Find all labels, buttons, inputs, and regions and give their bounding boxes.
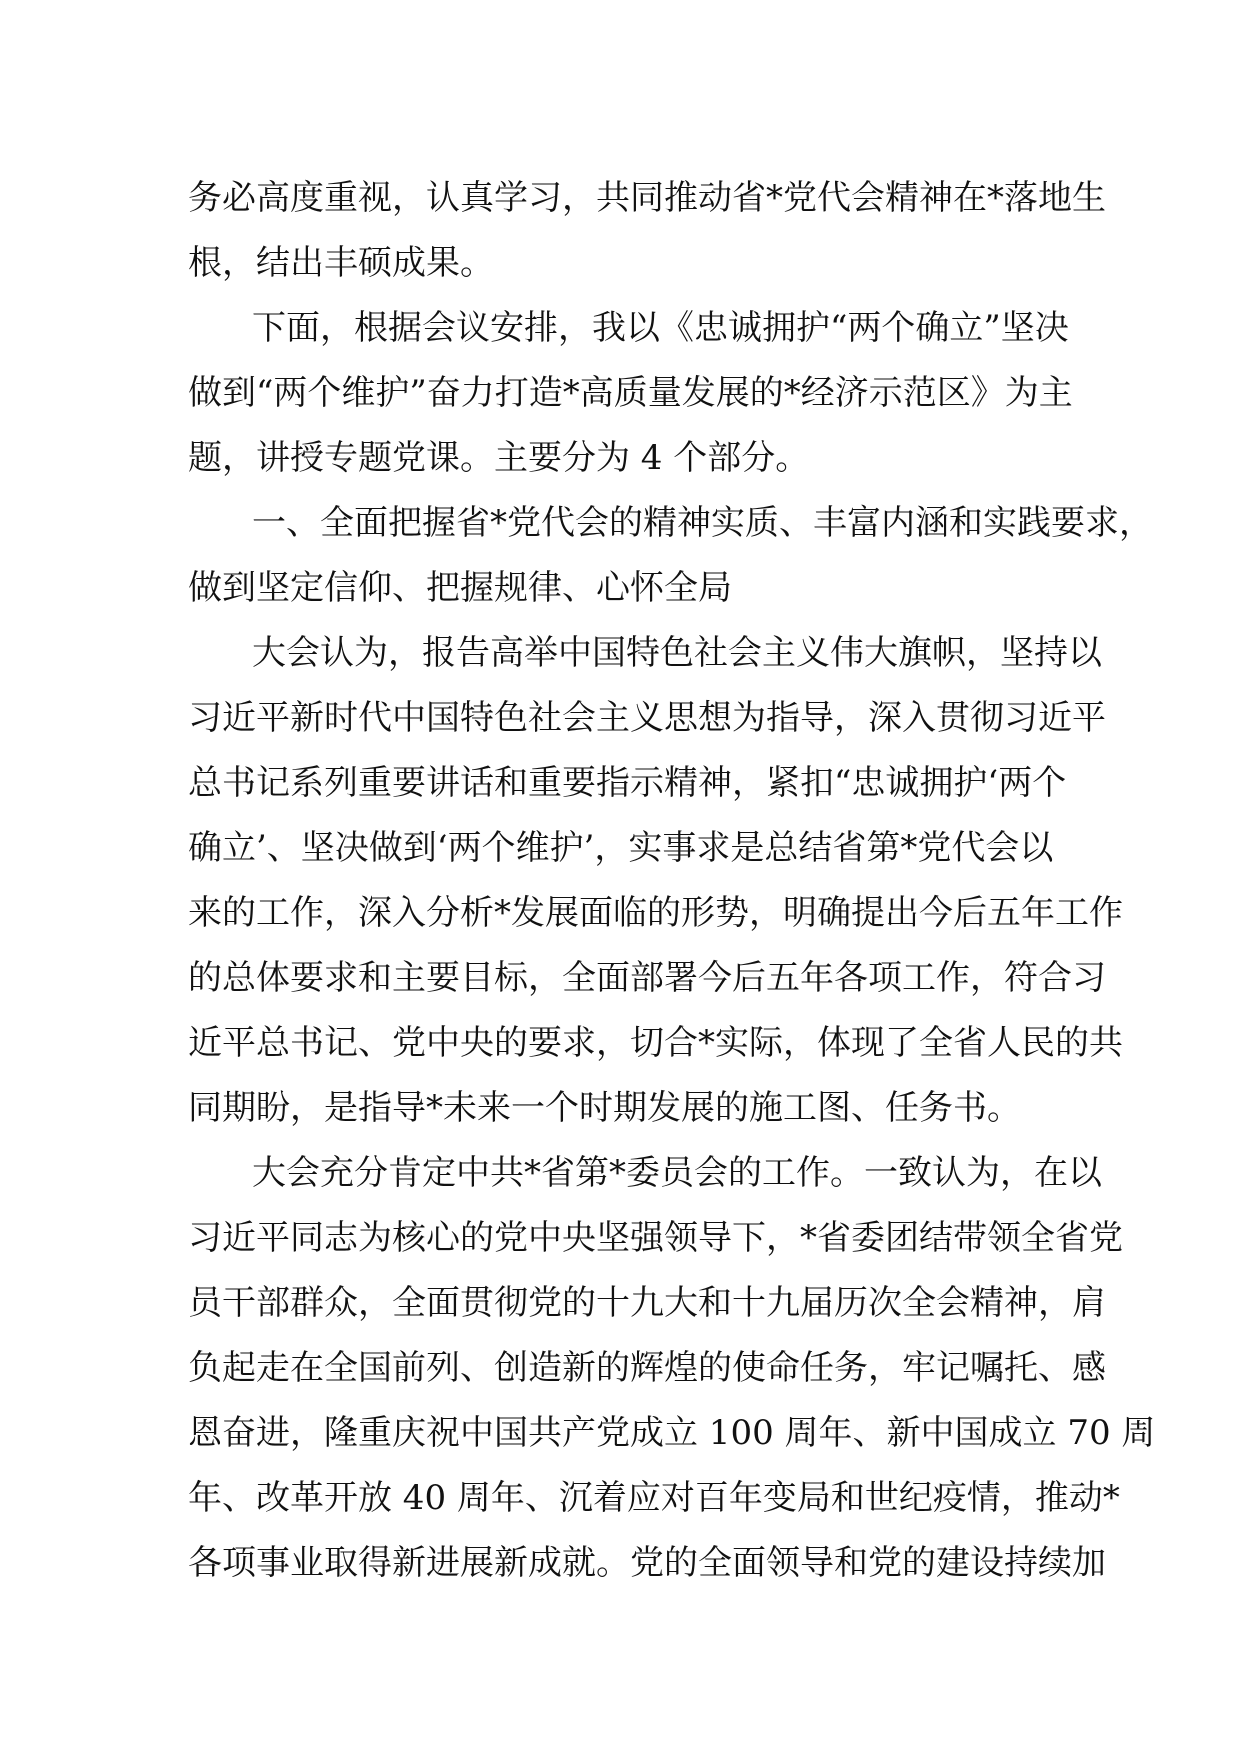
text-line: 来的工作，深入分析*发展面临的形势，明确提出今后五年工作 bbox=[188, 893, 1123, 933]
text-line: 同期盼，是指导*未来一个时期发展的施工图、任务书。 bbox=[188, 1088, 1021, 1128]
text-line: 年、改革开放 40 周年、沉着应对百年变局和世纪疫情，推动* bbox=[188, 1478, 1120, 1518]
text-line: 确立’、坚决做到‘两个维护’，实事求是总结省第*党代会以 bbox=[188, 828, 1054, 868]
text-line: 负起走在全国前列、创造新的辉煌的使命任务，牢记嘱托、感 bbox=[188, 1348, 1106, 1388]
document-body bbox=[188, 166, 1156, 1596]
text-line: 恩奋进，隆重庆祝中国共产党成立 100 周年、新中国成立 70 周 bbox=[188, 1413, 1156, 1453]
text-line: 近平总书记、党中央的要求，切合*实际，体现了全省人民的共 bbox=[188, 1023, 1123, 1063]
paragraph-first-line: 大会充分肯定中共*省第*委员会的工作。一致认为，在以 bbox=[252, 1153, 1102, 1193]
text-line: 务必高度重视，认真学习，共同推动省*党代会精神在*落地生 bbox=[188, 178, 1106, 218]
paragraph-first-line: 下面，根据会议安排，我以《忠诚拥护“两个确立”坚决 bbox=[252, 308, 1069, 348]
text-line: 根，结出丰硕成果。 bbox=[188, 243, 494, 283]
paragraph-first-line: 大会认为，报告高举中国特色社会主义伟大旗帜，坚持以 bbox=[252, 633, 1102, 673]
text-line: 总书记系列重要讲话和重要指示精神，紧扣“忠诚拥护‘两个 bbox=[188, 763, 1067, 803]
text-line: 员干部群众，全面贯彻党的十九大和十九届历次全会精神，肩 bbox=[188, 1283, 1106, 1323]
text-line: 各项事业取得新进展新成就。党的全面领导和党的建设持续加 bbox=[188, 1543, 1106, 1583]
text-line: 做到“两个维护”奋力打造*高质量发展的*经济示范区》为主 bbox=[188, 373, 1073, 413]
section-heading-line: 一、全面把握省*党代会的精神实质、丰富内涵和实践要求， bbox=[252, 503, 1153, 543]
section-heading-line: 做到坚定信仰、把握规律、心怀全局 bbox=[188, 568, 732, 608]
text-line: 习近平同志为核心的党中央坚强领导下，*省委团结带领全省党 bbox=[188, 1218, 1123, 1258]
text-line: 题，讲授专题党课。主要分为 4 个部分。 bbox=[188, 438, 810, 478]
text-line: 习近平新时代中国特色社会主义思想为指导，深入贯彻习近平 bbox=[188, 698, 1106, 738]
text-line: 的总体要求和主要目标，全面部署今后五年各项工作，符合习 bbox=[188, 958, 1106, 998]
